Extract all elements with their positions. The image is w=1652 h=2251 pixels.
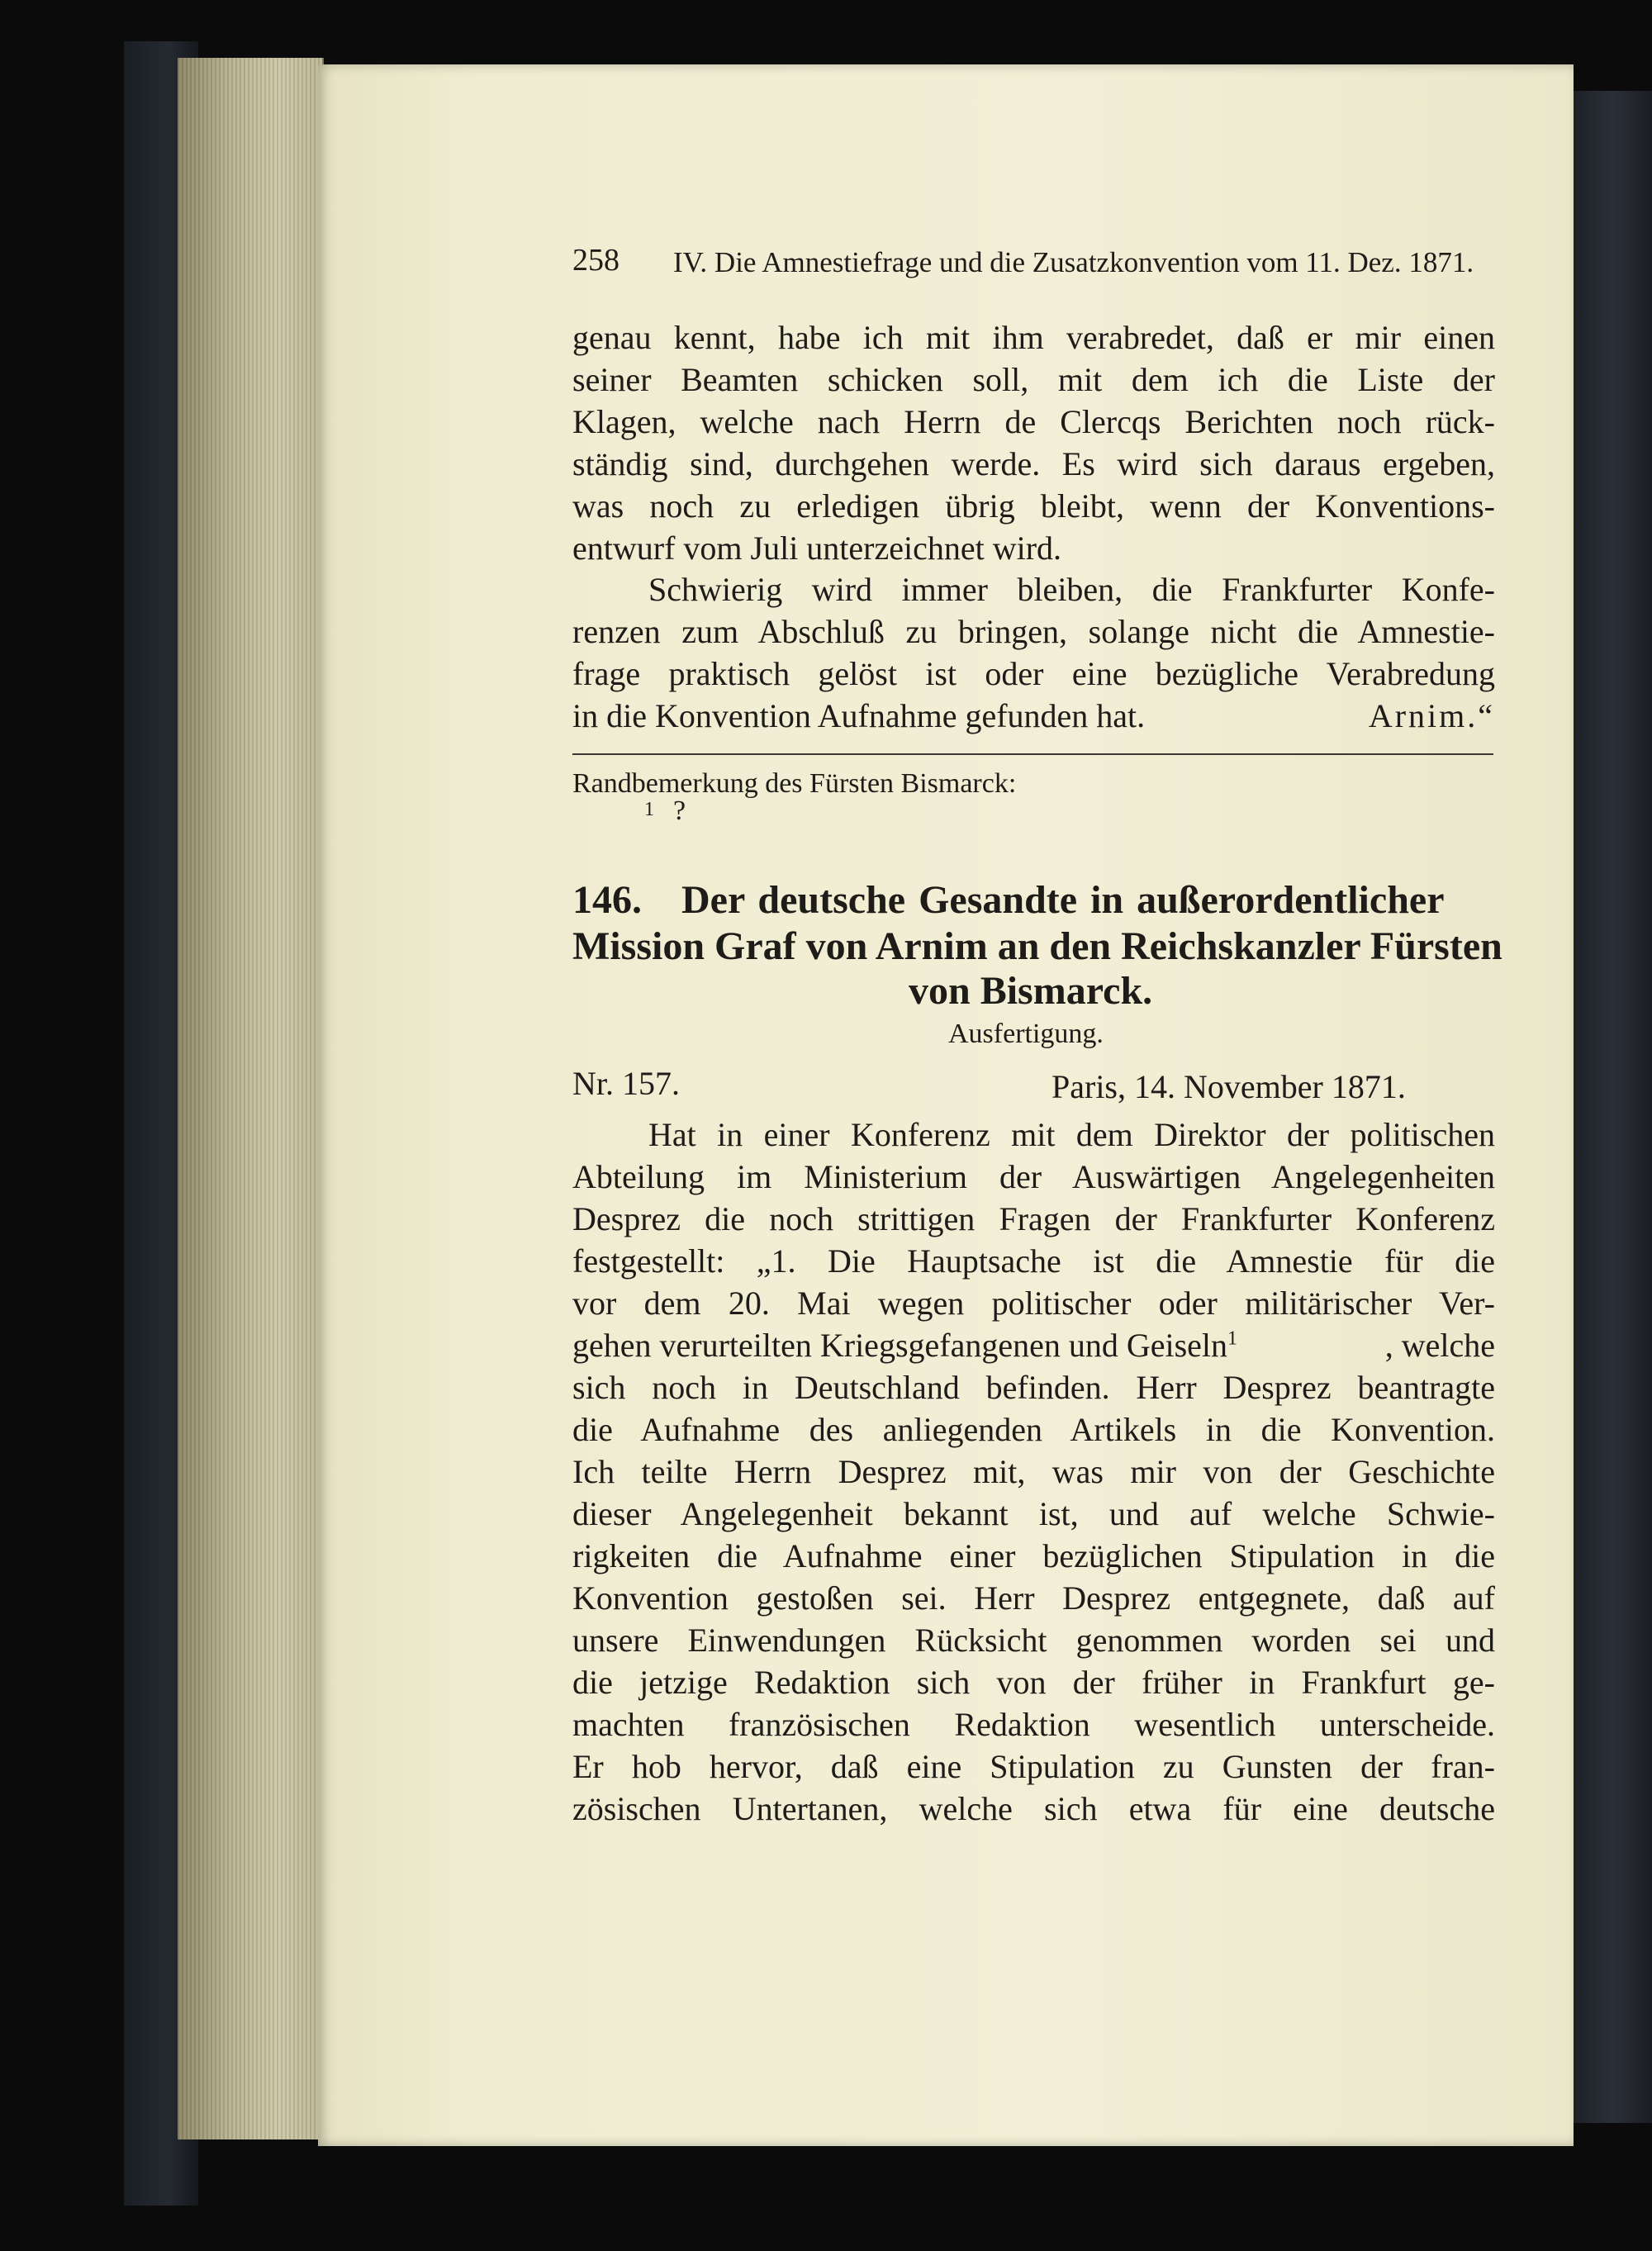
body-line-16: Er hob hervor, daß eine Stipulation zu Gunsten der fran-: [572, 1748, 1495, 1785]
document-reference: Nr. 157.: [572, 1065, 680, 1102]
body-line-4: festgestellt: „1. Die Hauptsache ist die Amnestie für die: [572, 1242, 1495, 1280]
document-title-line-1: Der deutsche Gesandte in außerordentlicher: [681, 878, 1445, 922]
body-line-1: Hat in einer Konferenz mit dem Direktor der politischen: [648, 1116, 1495, 1153]
continuation-line-1: genau kennt, habe ich mit ihm verabredet, daß er mir einen: [572, 319, 1495, 356]
page-number: 258: [572, 243, 620, 278]
continuation-line-5: was noch zu erledigen übrig bleibt, wenn der Konventions-: [572, 487, 1495, 525]
document-title-line-3: von Bismarck.: [909, 969, 1153, 1013]
document-number: 146.: [572, 878, 642, 922]
body-line-6-main: gehen verurteilten Kriegsgefangenen und Geiseln: [572, 1327, 1228, 1364]
body-line-6-tail: , welche: [1384, 1327, 1495, 1364]
body-line-12: Konvention gestoßen sei. Herr Desprez entgegnete, daß auf: [572, 1579, 1495, 1617]
body-line-10: dieser Angelegenheit bekannt ist, und auf welche Schwie-: [572, 1495, 1495, 1532]
body-line-7: sich noch in Deutschland befinden. Herr Desprez beantragte: [572, 1369, 1495, 1406]
body-line-17: zösischen Untertanen, welche sich etwa für eine deutsche: [572, 1790, 1495, 1827]
body-line-15: machten französischen Redaktion wesentlich unterscheide.: [572, 1706, 1495, 1743]
document-title-line-2: Mission Graf von Arnim an den Reichskanzler Fürsten: [572, 924, 1502, 968]
continuation-line-10-text: in die Konvention Aufnahme gefunden hat.: [572, 697, 1146, 734]
signature: Arnim.“: [1368, 697, 1495, 734]
footnote-rule: [572, 753, 1493, 755]
continuation-line-9: frage praktisch gelöst ist oder eine bezügliche Verabredung: [572, 655, 1495, 692]
body-line-8: die Aufnahme des anliegenden Artikels in die Konvention.: [572, 1411, 1495, 1448]
page-edges: [178, 58, 324, 2139]
footnote-number: 1: [644, 799, 654, 820]
body-line-5: vor dem 20. Mai wegen politischer oder militärischer Ver-: [572, 1285, 1495, 1322]
body-line-14: die jetzige Redaktion sich von der früher in Frankfurt ge-: [572, 1664, 1495, 1701]
body-line-6: [572, 1326, 1495, 1365]
body-line-11: rigkeiten die Aufnahme einer bezüglichen Stipulation in die: [572, 1537, 1495, 1574]
footnote-mark: ?: [673, 795, 686, 826]
document-type: Ausfertigung.: [948, 1019, 1104, 1049]
footnote-label: Randbemerkung des Fürsten Bismarck:: [572, 768, 1017, 799]
body-line-6-text: [572, 1326, 1237, 1365]
continuation-line-10: [572, 696, 1495, 735]
continuation-line-3: Klagen, welche nach Herrn de Clercqs Berichten noch rück-: [572, 403, 1495, 440]
continuation-line-7: Schwierig wird immer bleiben, die Frankfurter Konfe-: [648, 571, 1495, 608]
body-line-3: Desprez die noch strittigen Fragen der Frankfurter Konferenz: [572, 1200, 1495, 1237]
continuation-line-2: seiner Beamten schicken soll, mit dem ich die Liste der: [572, 361, 1495, 398]
body-line-9: Ich teilte Herrn Desprez mit, was mir von der Geschichte: [572, 1453, 1495, 1490]
document-place-date: Paris, 14. November 1871.: [1051, 1068, 1406, 1105]
body-line-13: unsere Einwendungen Rücksicht genommen worden sei und: [572, 1622, 1495, 1659]
continuation-line-4: ständig sind, durchgehen werde. Es wird sich daraus ergeben,: [572, 445, 1495, 482]
body-line-2: Abteilung im Ministerium der Auswärtigen Angelegenheiten: [572, 1158, 1495, 1195]
continuation-line-8: renzen zum Abschluß zu bringen, solange nicht die Amnestie-: [572, 613, 1495, 650]
book-cover-right: [1574, 91, 1652, 2123]
footnote-reference: 1: [1227, 1327, 1238, 1350]
continuation-line-6: entwurf vom Juli unterzeichnet wird.: [572, 530, 1062, 567]
running-title: IV. Die Amnestiefrage und die Zusatzkonvention vom 11. Dez. 1871.: [673, 246, 1474, 278]
